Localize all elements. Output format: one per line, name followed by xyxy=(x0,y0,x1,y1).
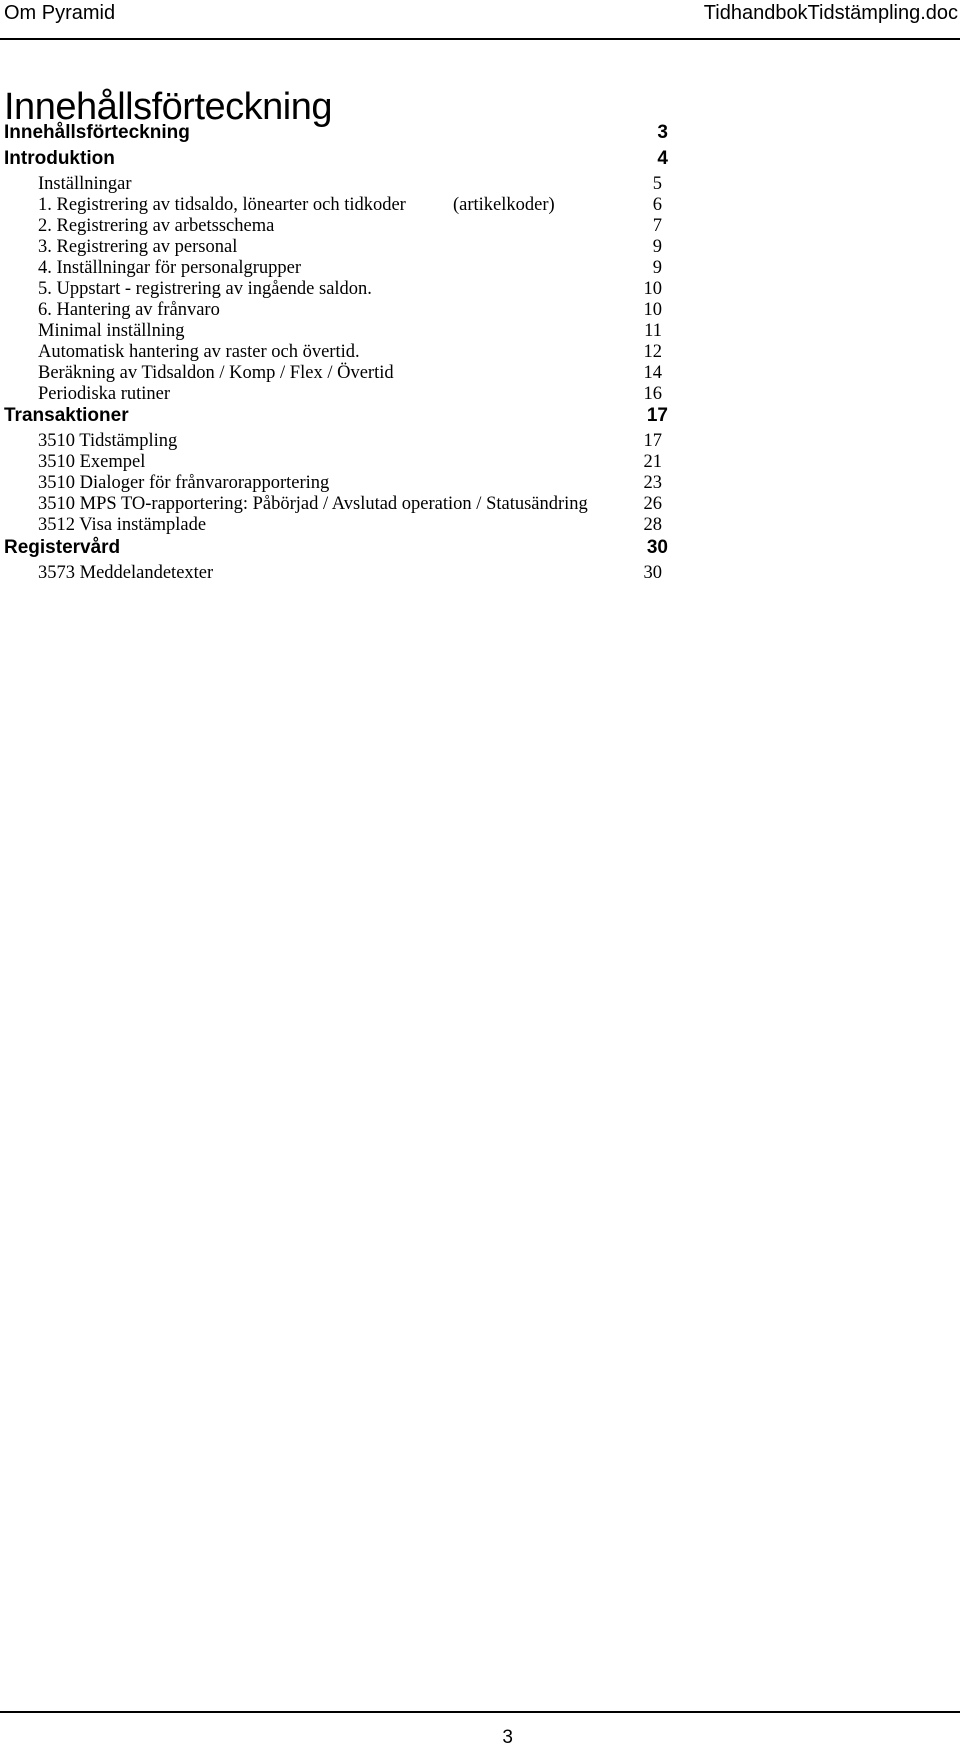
toc-entry-label: 6. Hantering av frånvaro xyxy=(38,300,220,320)
toc-entry-page: 30 xyxy=(643,563,662,583)
toc-entry-page: 30 xyxy=(646,537,668,558)
header-divider xyxy=(0,38,960,40)
toc-entry-page: 9 xyxy=(652,237,662,257)
toc-entry-page: 4 xyxy=(657,148,668,169)
toc-entry-page: 11 xyxy=(644,321,662,341)
toc-entry-label: Periodiska rutiner xyxy=(38,384,171,404)
toc-entry-label-continuation: (artikelkoder) xyxy=(453,195,555,215)
toc-entry[interactable] xyxy=(4,536,668,560)
toc-entry-label: Introduktion xyxy=(4,148,115,169)
header-section-title: Om Pyramid xyxy=(4,2,116,24)
toc-entry-page: 28 xyxy=(643,515,662,535)
toc-entry-page: 7 xyxy=(652,216,662,236)
toc-entry-page: 9 xyxy=(652,258,662,278)
toc-entry-label: 3512 Visa instämplade xyxy=(38,515,207,535)
header-filename: TidhandbokTidstämpling.doc xyxy=(703,2,958,24)
toc-entry-page: 14 xyxy=(643,363,662,383)
toc-entry-label: Beräkning av Tidsaldon / Komp / Flex / Övertid xyxy=(38,363,394,383)
toc-entry-page: 5 xyxy=(652,174,662,194)
toc-entry-label: 4. Inställningar för personalgrupper xyxy=(38,258,302,278)
page-header xyxy=(0,0,960,40)
toc-entry[interactable] xyxy=(4,147,668,171)
toc-entry-page: 17 xyxy=(643,431,662,451)
toc-entry-page: 26 xyxy=(643,494,662,514)
toc-entry-label: 2. Registrering av arbetsschema xyxy=(38,216,275,236)
toc-entry-label: Registervård xyxy=(4,537,121,558)
toc-entry-label: Automatisk hantering av raster och övertid. xyxy=(38,342,360,362)
toc-entry-label: 3510 Tidstämpling xyxy=(38,431,178,451)
footer-page-number: 3 xyxy=(502,1727,513,1748)
toc-entry-page: 16 xyxy=(643,384,662,404)
toc-entry-label: 3. Registrering av personal xyxy=(38,237,238,257)
toc-entry-page: 21 xyxy=(643,452,662,472)
toc-entry-label: 1. Registrering av tidsaldo, lönearter och tidkoder xyxy=(38,195,406,215)
toc-entry-page: 17 xyxy=(646,405,668,426)
toc-entry-page: 3 xyxy=(657,122,668,143)
page-title: Innehållsförteckning xyxy=(4,86,332,128)
toc-entry[interactable] xyxy=(38,561,662,585)
toc-entry-page: 23 xyxy=(643,473,662,493)
toc-entry-label: 5. Uppstart - registrering av ingående saldon. xyxy=(38,279,372,299)
toc-entry-label: 3510 MPS TO-rapportering: Påbörjad / Avslutad operation / Statusändring xyxy=(38,494,588,514)
toc-entry[interactable] xyxy=(4,404,668,428)
toc-entry[interactable] xyxy=(38,382,662,406)
toc-entry-label: Innehållsförteckning xyxy=(4,122,190,143)
toc-entry[interactable] xyxy=(38,513,662,537)
toc-entry-label: 3573 Meddelandetexter xyxy=(38,563,214,583)
toc-entry-label: Minimal inställning xyxy=(38,321,185,341)
footer-divider xyxy=(0,1711,960,1713)
toc-entry-label: Inställningar xyxy=(38,174,132,194)
toc-entry[interactable] xyxy=(4,121,668,145)
toc-entry-label: Transaktioner xyxy=(4,405,129,426)
toc-entry-page: 12 xyxy=(643,342,662,362)
toc-entry-page: 10 xyxy=(643,300,662,320)
toc-entry-label: 3510 Dialoger för frånvarorapportering xyxy=(38,473,330,493)
toc-entry-page: 10 xyxy=(643,279,662,299)
toc-entry-page: 6 xyxy=(652,195,662,215)
toc-entry-label: 3510 Exempel xyxy=(38,452,146,472)
